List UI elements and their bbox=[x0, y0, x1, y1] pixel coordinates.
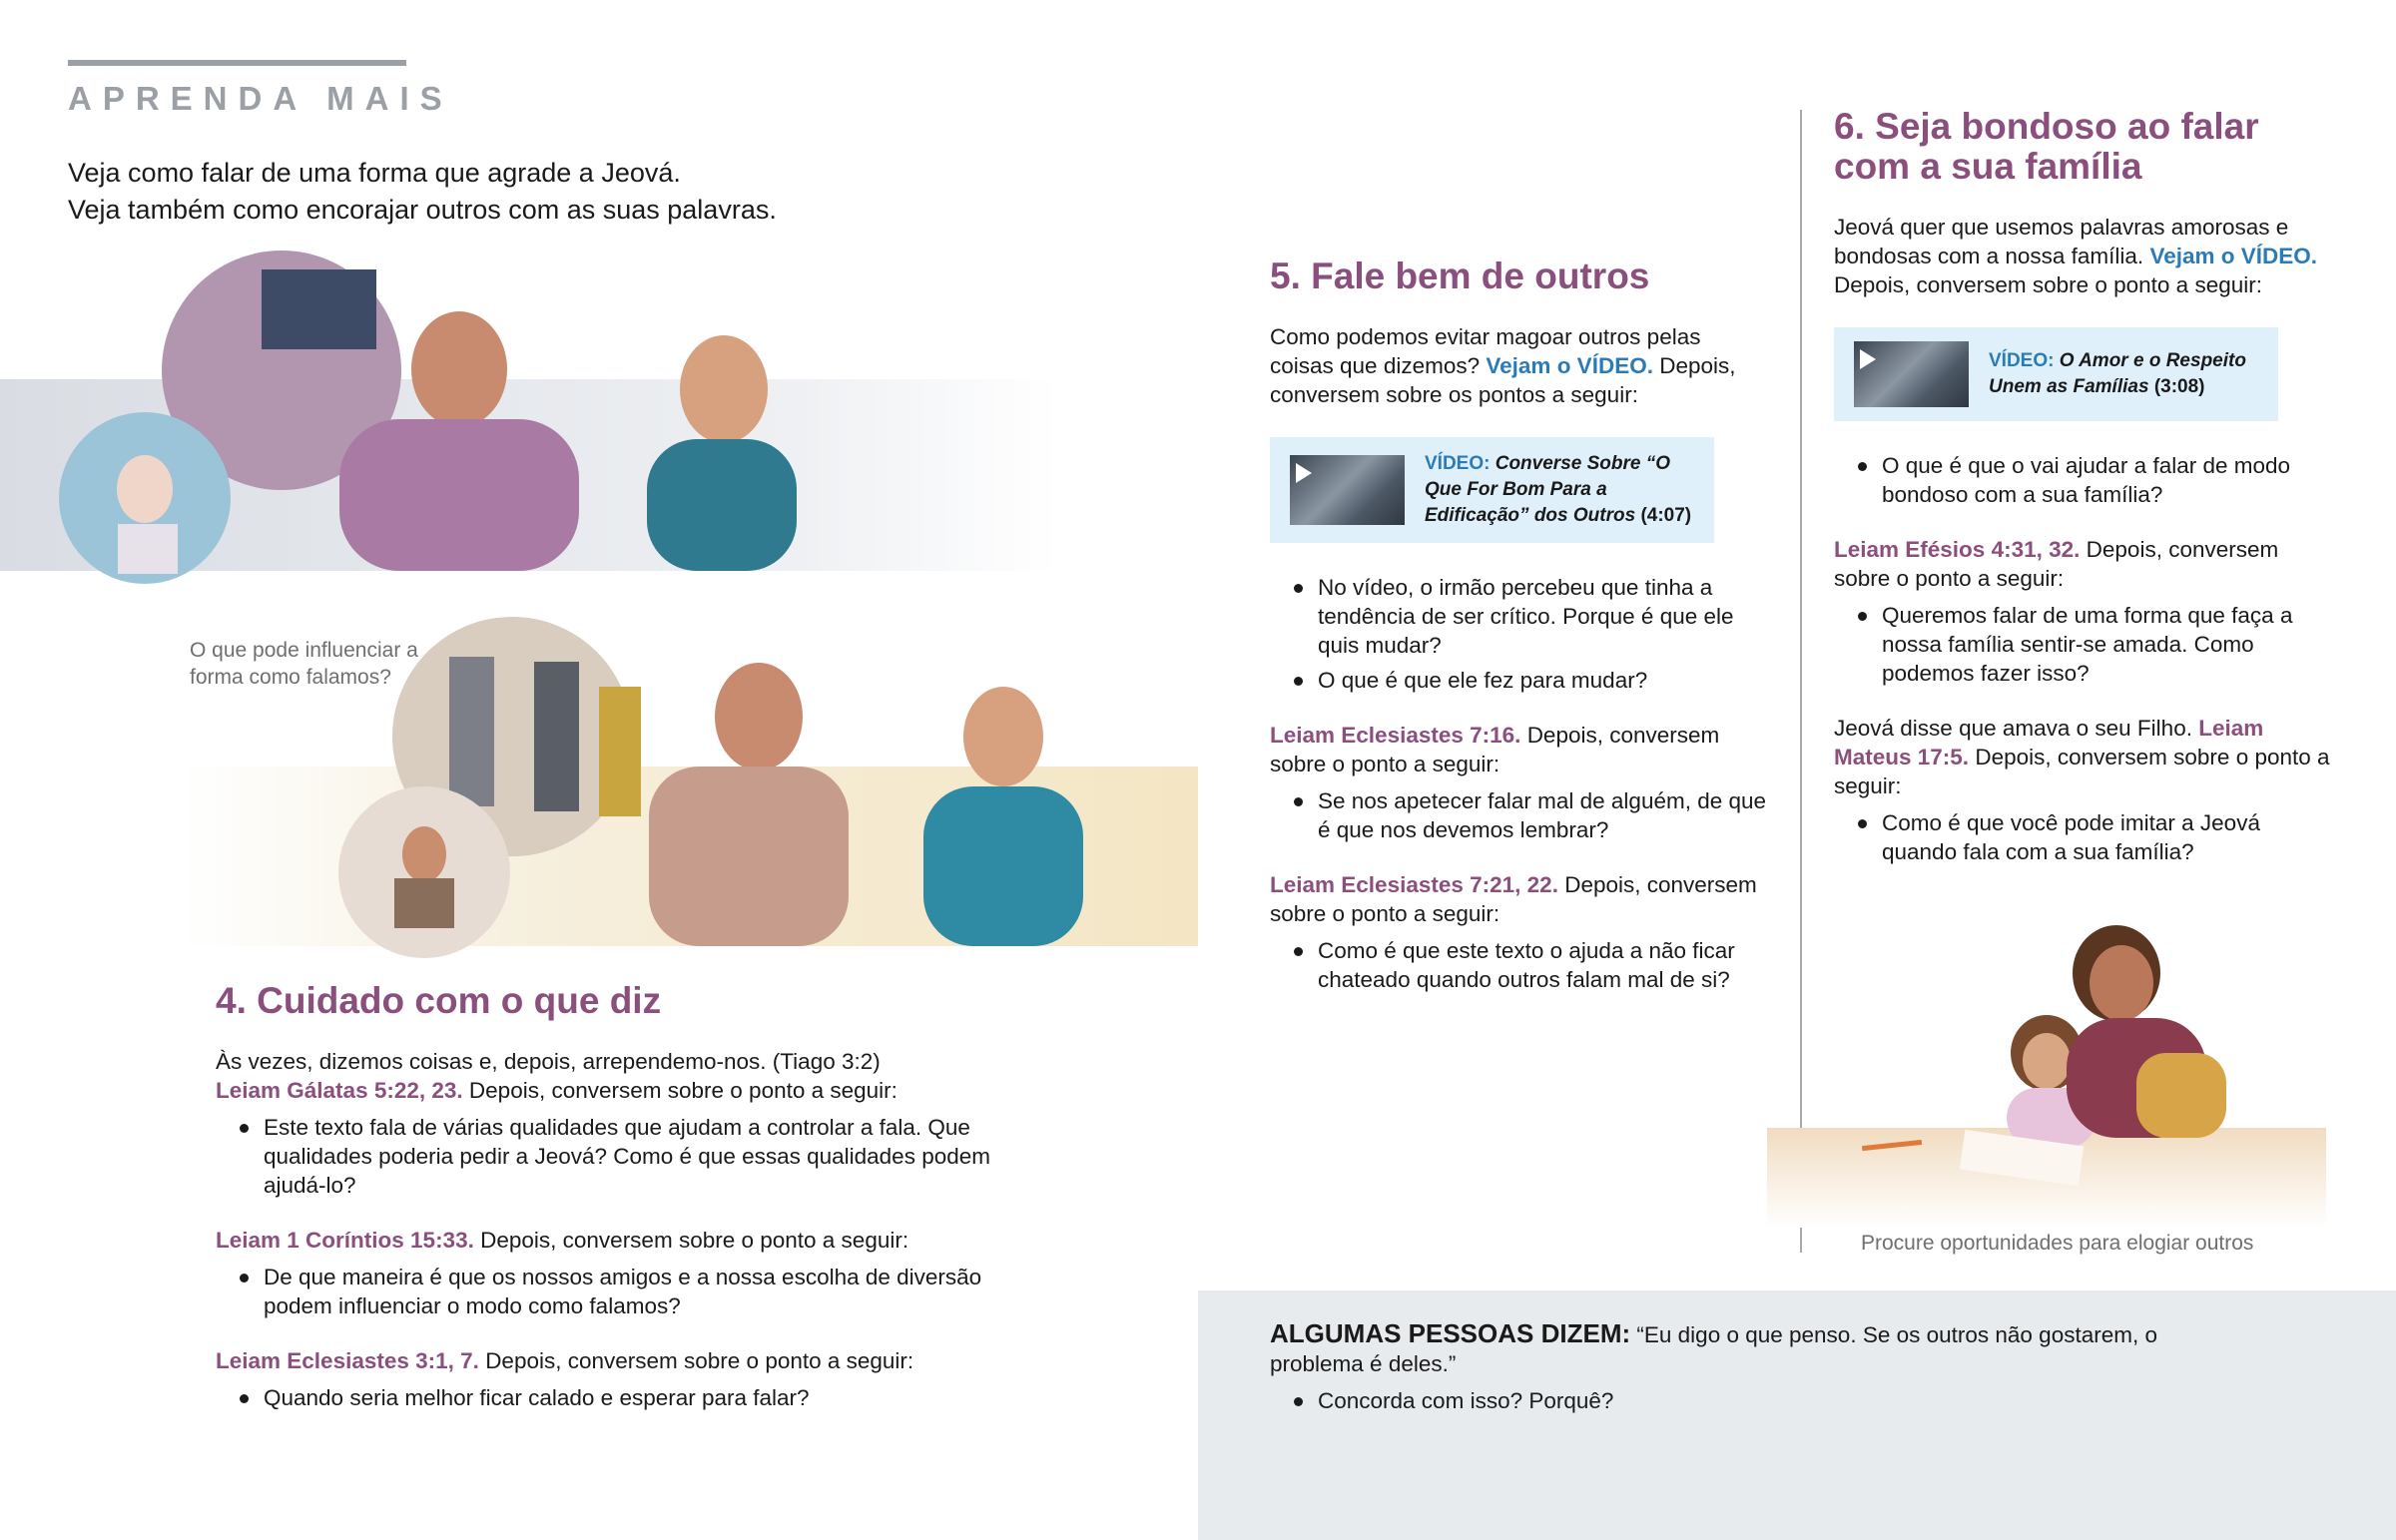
video-thumbnail[interactable] bbox=[1854, 341, 1969, 407]
question-item: Se nos apetecer falar mal de alguém, de que é que nos devemos lembrar? bbox=[1318, 786, 1769, 844]
question-item: O que é que o vai ajudar a falar de modo bondoso com a sua família? bbox=[1882, 451, 2333, 509]
scripture-ref-eclesiastes[interactable]: Leiam Eclesiastes 3:1, 7. bbox=[216, 1348, 479, 1373]
section-4 bbox=[216, 981, 994, 1418]
video-box[interactable] bbox=[1270, 437, 1714, 543]
section-4-title: 4. Cuidado com o que diz bbox=[216, 980, 662, 1021]
scripture-prompt: Leiam Eclesiastes 3:1, 7. Depois, conversem sobre o ponto a seguir: bbox=[216, 1348, 914, 1373]
intro-line-1: Veja como falar de uma forma que agrade a Jeová. bbox=[68, 158, 681, 188]
intro-line-2: Veja também como encorajar outros com as suas palavras. bbox=[68, 195, 777, 225]
video-caption: VÍDEO: O Amor e o Respeito Unem as Famílias (3:08) bbox=[1989, 350, 2246, 397]
section-6 bbox=[1834, 107, 2333, 872]
man-figure bbox=[715, 663, 803, 770]
scripture-ref-mateus[interactable]: Leiam Mateus 17:5. bbox=[1834, 716, 2264, 770]
video-link[interactable]: Vejam o VÍDEO. bbox=[1486, 353, 1653, 378]
woman-figure bbox=[680, 335, 768, 443]
video-duration: (3:08) bbox=[2153, 376, 2205, 397]
play-icon bbox=[1860, 349, 1876, 369]
some-say-quote: “Eu digo o que penso. Se os outros não gostarem, o problema é deles.” bbox=[1270, 1322, 2157, 1376]
header-rule bbox=[68, 60, 406, 66]
question-list bbox=[1270, 936, 1769, 994]
some-say-content bbox=[1270, 1319, 2208, 1421]
question-item: Como é que este texto o ajuda a não ficar chateado quando outros falam mal de si? bbox=[1318, 936, 1769, 994]
question-item: No vídeo, o irmão percebeu que tinha a tendência de ser crítico. Porque é que ele quis mudar? bbox=[1318, 573, 1769, 660]
scripture-prompt: Leiam Eclesiastes 7:21, 22. Depois, conversem sobre o ponto a seguir: bbox=[1270, 872, 1757, 926]
section-5-intro: Como podemos evitar magoar outros pelas coisas que dizemos? Vejam o VÍDEO. Depois, conversem sobre os pontos a seguir: bbox=[1270, 324, 1736, 407]
scripture-ref-efesios[interactable]: Leiam Efésios 4:31, 32. bbox=[1834, 537, 2081, 562]
image-caption: Procure oportunidades para elogiar outros bbox=[1861, 1232, 2254, 1255]
question-list bbox=[1270, 786, 1769, 844]
illustration-praise bbox=[1767, 903, 2326, 1228]
question-item: Queremos falar de uma forma que faça a nossa família sentir-se amada. Como podemos fazer isso? bbox=[1882, 601, 2333, 688]
illustration-kind-talk bbox=[180, 617, 1198, 958]
illustration-argument bbox=[0, 240, 1058, 584]
question-list bbox=[1834, 601, 2333, 688]
man-figure bbox=[411, 311, 507, 427]
some-say-label: ALGUMAS PESSOAS DIZEM: bbox=[1270, 1318, 1631, 1348]
section-5 bbox=[1270, 257, 1769, 1000]
scripture-ref-galatas[interactable]: Leiam Gálatas 5:22, 23. bbox=[216, 1078, 463, 1103]
question-list bbox=[1270, 573, 1769, 695]
section-5-title: 5. Fale bem de outros bbox=[1270, 256, 1650, 296]
question-item: Este texto fala de várias qualidades que ajudam a controlar a fala. Que qualidades poderia pedir a Jeová? Como é que essas qualidades podem ajudá-lo? bbox=[264, 1113, 994, 1200]
scripture-prompt: Leiam 1 Coríntios 15:33. Depois, conversem sobre o ponto a seguir: bbox=[216, 1228, 909, 1253]
intro-text bbox=[68, 155, 777, 229]
question-item: De que maneira é que os nossos amigos e a nossa escolha de diversão podem influenciar o modo como falamos? bbox=[264, 1263, 994, 1320]
section-4-intro: Às vezes, dizemos coisas e, depois, arrependemo-nos. (Tiago 3:2) Leiam Gálatas 5:22, 23. Depois, conversem sobre o ponto a seguir: bbox=[216, 1049, 898, 1103]
question-list bbox=[1834, 451, 2333, 509]
scripture-prompt: Jeová disse que amava o seu Filho. Leiam Mateus 17:5. Depois, conversem sobre o ponto a seguir: bbox=[1834, 716, 2330, 798]
question-item: Quando seria melhor ficar calado e esperar para falar? bbox=[264, 1383, 994, 1412]
question-list bbox=[1834, 808, 2333, 866]
question-list bbox=[216, 1383, 994, 1412]
section-kicker: APRENDA MAIS bbox=[68, 80, 453, 117]
question-item: O que é que ele fez para mudar? bbox=[1318, 666, 1769, 695]
scripture-ref-eclesiastes-7-21[interactable]: Leiam Eclesiastes 7:21, 22. bbox=[1270, 872, 1558, 897]
question-list bbox=[216, 1113, 994, 1200]
video-duration: (4:07) bbox=[1640, 505, 1692, 526]
scripture-ref-eclesiastes-7-16[interactable]: Leiam Eclesiastes 7:16. bbox=[1270, 723, 1521, 748]
section-6-intro: Jeová quer que usemos palavras amorosas e bondosas com a nossa família. Vejam o VÍDEO. Depois, conversem sobre o ponto a seguir: bbox=[1834, 215, 2318, 297]
woman-figure bbox=[963, 687, 1043, 786]
question-list bbox=[216, 1263, 994, 1320]
section-4-intro-text: Às vezes, dizemos coisas e, depois, arrependemo-nos. (Tiago 3:2) bbox=[216, 1049, 881, 1074]
play-icon bbox=[1296, 463, 1312, 483]
video-box[interactable] bbox=[1834, 327, 2278, 421]
some-say-text bbox=[1270, 1319, 2208, 1378]
scripture-prompt: Leiam Efésios 4:31, 32. Depois, conversem sobre o ponto a seguir: bbox=[1834, 537, 2279, 591]
video-link[interactable]: Vejam o VÍDEO. bbox=[2149, 244, 2318, 268]
question-list bbox=[1270, 1386, 2208, 1415]
illustration-caption: O que pode influenciar a forma como falamos? bbox=[190, 639, 418, 689]
question-item: Como é que você pode imitar a Jeová quando fala com a sua família? bbox=[1882, 808, 2333, 866]
video-title[interactable]: O Amor e o Respeito Unem as Famílias bbox=[1989, 350, 2246, 397]
video-title[interactable]: Converse Sobre “O Que For Bom Para a Edificação” dos Outros bbox=[1425, 453, 1671, 526]
scripture-prompt: Leiam Eclesiastes 7:16. Depois, conversem sobre o ponto a seguir: bbox=[1270, 723, 1720, 776]
video-caption: VÍDEO: Converse Sobre “O Que For Bom Para a Edificação” dos Outros (4:07) bbox=[1425, 453, 1692, 526]
scripture-ref-corintios[interactable]: Leiam 1 Coríntios 15:33. bbox=[216, 1228, 474, 1253]
video-thumbnail[interactable] bbox=[1290, 455, 1405, 525]
section-6-title: 6. Seja bondoso ao falar com a sua família bbox=[1834, 106, 2259, 187]
question-item: Concorda com isso? Porquê? bbox=[1318, 1386, 2208, 1415]
